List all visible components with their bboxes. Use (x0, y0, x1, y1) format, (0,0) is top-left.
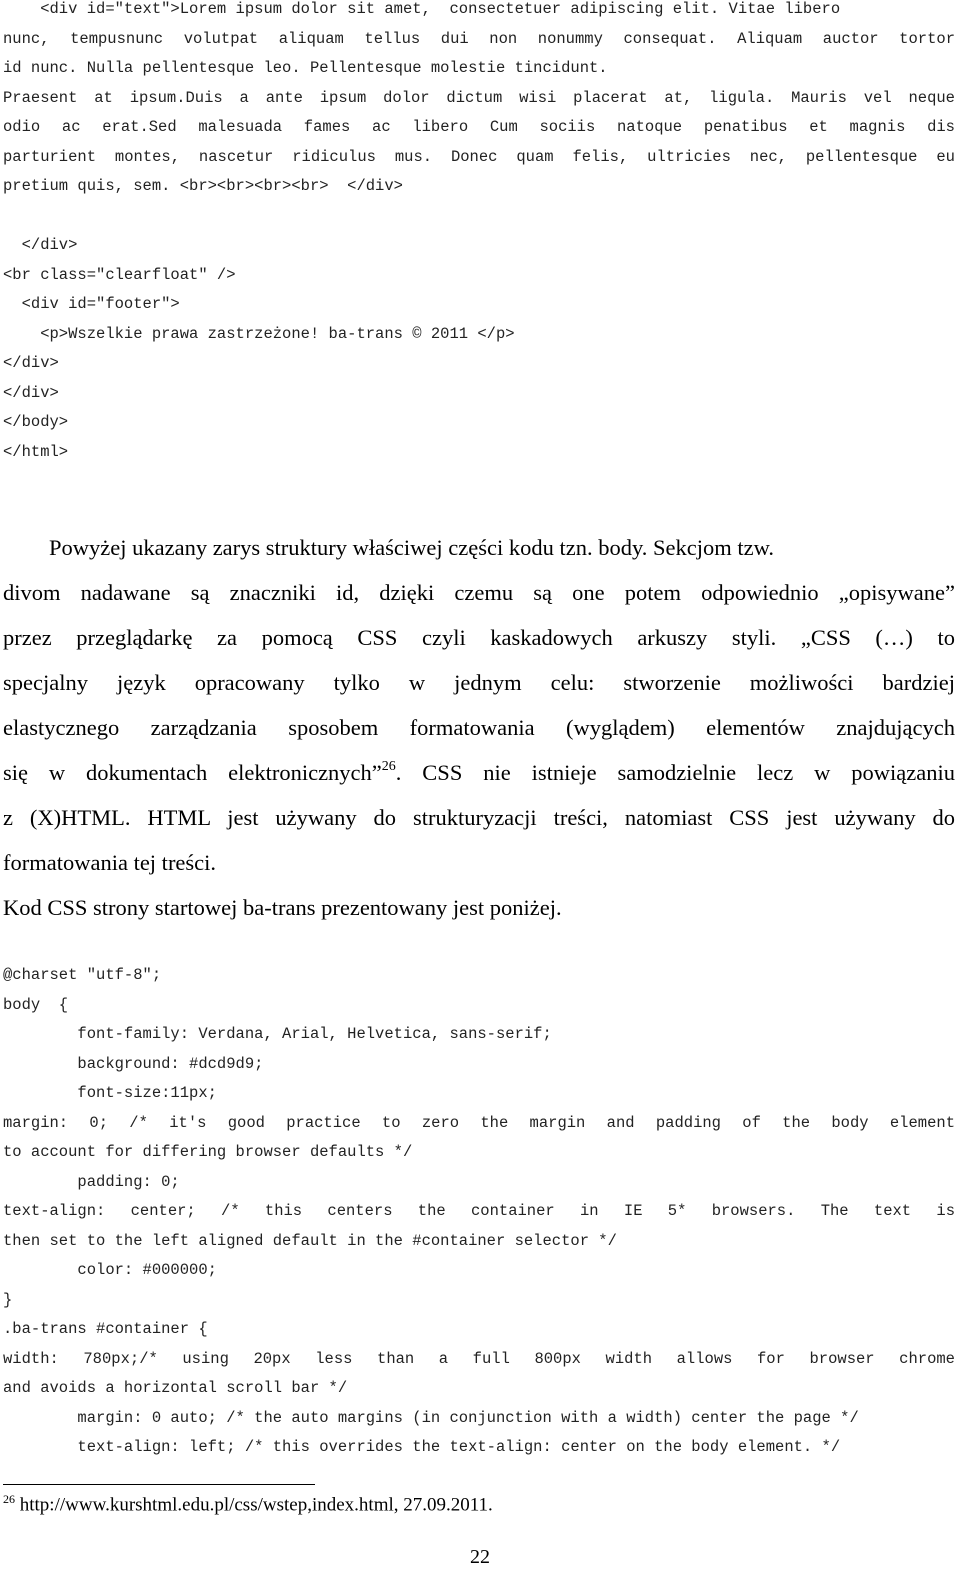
code-line: .ba-trans #container { (3, 1320, 208, 1338)
code-line: width: 780px;/* using 20px less than a full 800px width allows for browser chrome (3, 1349, 955, 1368)
code-line: background: #dcd9d9; (3, 1054, 264, 1073)
paragraph-line: Kod CSS strony startowej ba-trans prezentowany jest poniżej. (3, 895, 562, 920)
paragraph-line: divom nadawane są znaczniki id, dzięki czemu są one potem odpowiednio „opisywane” (3, 580, 955, 605)
code-line: text-align: center; /* this centers the container in IE 5* browsers. The text is (3, 1202, 955, 1220)
code-line: nunc, tempusnunc volutpat aliquam tellus dui non nonummy consequat. Aliquam auctor tortor (3, 29, 955, 48)
code-line: id nunc. Nulla pellentesque leo. Pellentesque molestie tincidunt. (3, 59, 608, 77)
code-line: <div id="footer"> (3, 295, 180, 313)
paragraph-line: formatowania tej treści. (3, 850, 217, 875)
code-line: </div> (3, 236, 78, 254)
footnote-number: 26 (3, 1492, 15, 1506)
code-line: color: #000000; (3, 1261, 217, 1279)
code-line: </body> (3, 413, 69, 431)
paragraph-line (3, 750, 955, 795)
code-line: <div id="text">Lorem ipsum dolor sit amet, consectetuer adipiscing elit. Vitae libero (3, 0, 841, 18)
paragraph-text: się w dokumentach elektronicznych” (3, 760, 382, 785)
paragraph-line: specjalny język opracowany tylko w jednym celu: stworzenie możliwości bardziej (3, 670, 955, 695)
code-line: to account for differing browser defaults */ (3, 1143, 413, 1161)
code-line: body { (3, 995, 69, 1014)
code-line: } (3, 1290, 13, 1309)
code-line: </html> (3, 442, 69, 461)
code-line: margin: 0; /* it's good practice to zero the margin and padding of the body element (3, 1113, 955, 1132)
html-code-block (3, 0, 955, 467)
code-line: Praesent at ipsum.Duis a ante ipsum dolor dictum wisi placerat at, ligula. Mauris vel neque (3, 88, 955, 107)
paragraph-line: z (X)HTML. HTML jest używany do strukturyzacji treści, natomiast CSS jest używany do (3, 805, 955, 830)
code-line: </div> (3, 354, 59, 372)
paragraph-line: elastycznego zarządzania sposobem formatowania (wyglądem) elementów znajdujących (3, 715, 955, 740)
code-line: parturient montes, nascetur ridiculus mus. Donec quam felis, ultricies nec, pellentesque eu (3, 147, 955, 166)
code-line: then set to the left aligned default in the #container selector */ (3, 1231, 617, 1250)
code-line: text-align: left; /* this overrides the text-align: center on the body element. */ (3, 1438, 841, 1456)
footnote (3, 1492, 493, 1516)
code-line: @charset "utf-8"; (3, 966, 162, 984)
code-line: pretium quis, sem. <br><br><br><br> </div> (3, 177, 403, 195)
paragraph-text: . CSS nie istnieje samodzielnie lecz w powiązaniu (395, 760, 955, 785)
code-line: </div> (3, 383, 59, 402)
code-line: margin: 0 auto; /* the auto margins (in conjunction with a width) center the page */ (3, 1408, 859, 1427)
code-line: odio ac erat.Sed malesuada fames ac libero Cum sociis natoque penatibus et magnis dis (3, 118, 955, 136)
code-line: and avoids a horizontal scroll bar */ (3, 1379, 348, 1397)
page-number: 22 (470, 1546, 490, 1568)
footnote-text: http://www.kurshtml.edu.pl/css/wstep,index.html, 27.09.2011. (15, 1494, 493, 1516)
footnote-ref: 26 (381, 758, 396, 774)
code-line: <br class="clearfloat" /> (3, 265, 236, 284)
code-line: <p>Wszelkie prawa zastrzeżone! ba-trans © 2011 </p> (3, 324, 515, 343)
code-line: padding: 0; (3, 1172, 180, 1191)
paragraph-line: Powyżej ukazany zarys struktury właściwej części kodu tzn. body. Sekcjom tzw. (49, 535, 774, 560)
paragraph-line: przez przeglądarkę za pomocą CSS czyli kaskadowych arkuszy styli. „CSS (…) to (3, 625, 955, 650)
css-code-block (3, 961, 955, 1463)
footnote-separator (3, 1484, 315, 1485)
body-paragraph (3, 525, 955, 930)
code-line: font-size:11px; (3, 1084, 217, 1102)
code-line: font-family: Verdana, Arial, Helvetica, sans-serif; (3, 1025, 552, 1043)
